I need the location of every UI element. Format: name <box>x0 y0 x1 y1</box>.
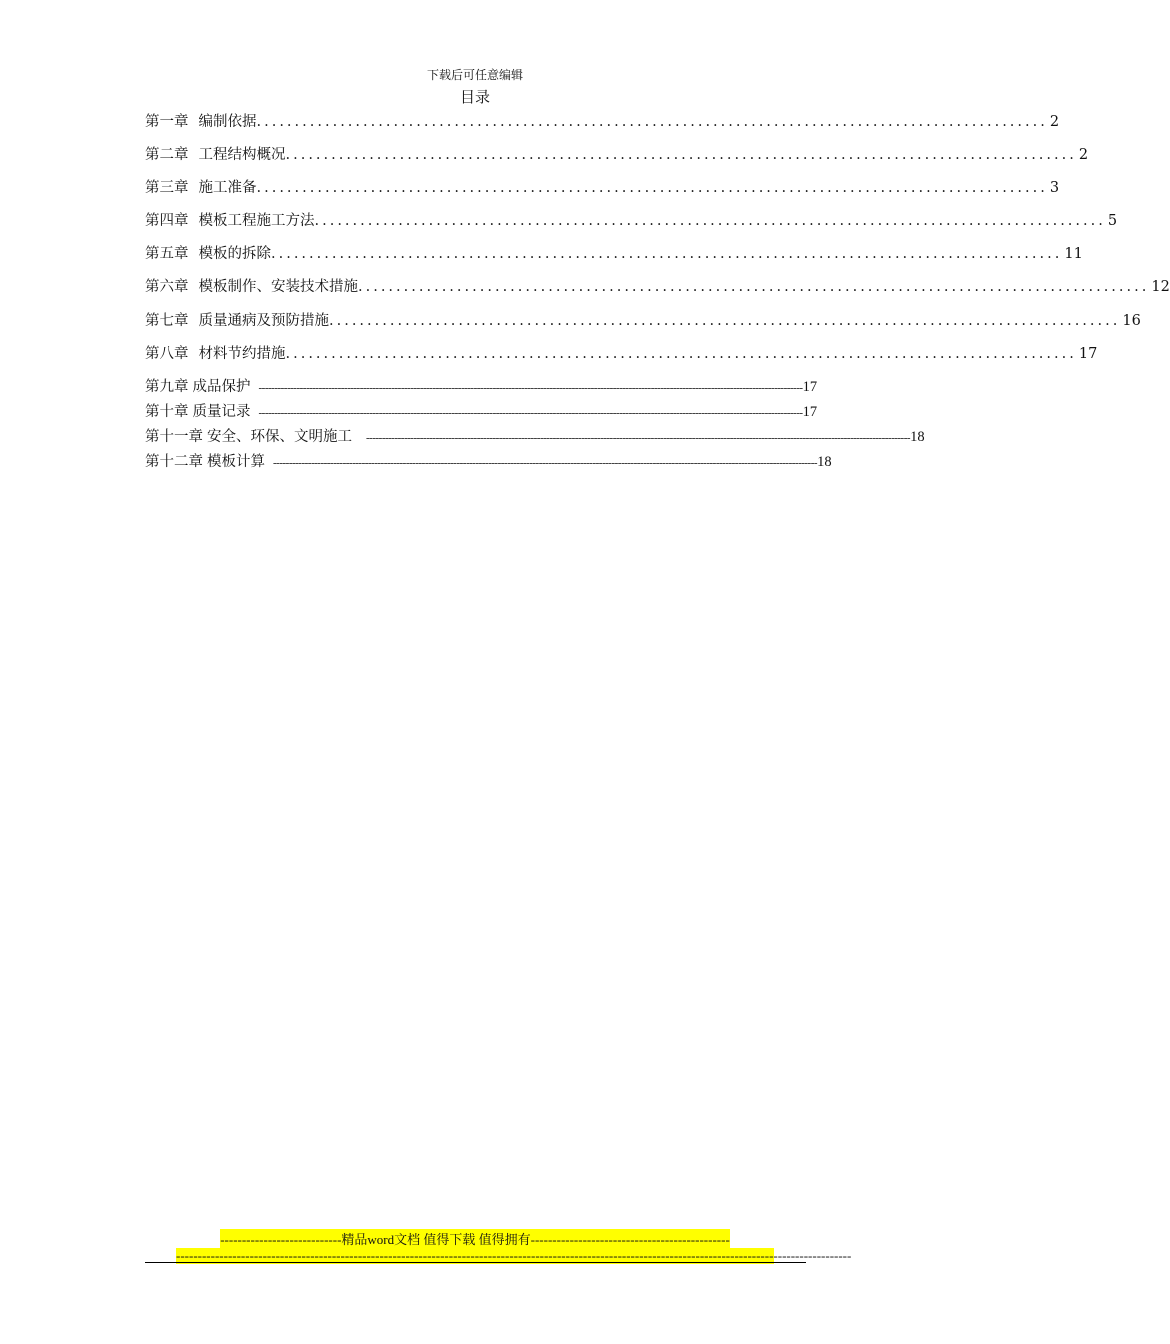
toc-page-number: 18 <box>817 454 832 470</box>
toc-chapter-number: 第八章 <box>145 346 189 362</box>
toc-chapter-number: 第十一章 <box>145 429 203 445</box>
toc-page-number: 2 <box>1049 114 1060 130</box>
toc-chapter-number: 第一章 <box>145 114 189 130</box>
toc-leader-dots: ........................................................................................................ <box>314 213 1106 229</box>
toc-entry-2[interactable] <box>145 143 1089 163</box>
toc-entry-7[interactable] <box>145 309 1141 329</box>
toc-leader-dots: ........................................................................................................ <box>256 114 1048 130</box>
toc-chapter-title: 施工准备 <box>198 180 257 196</box>
toc-chapter-number: 第七章 <box>145 313 189 329</box>
toc-page-number: 11 <box>1064 246 1083 262</box>
toc-entry-8[interactable] <box>145 342 1098 362</box>
toc-entry-9[interactable] <box>145 375 818 395</box>
toc-page-number: 17 <box>1078 346 1098 362</box>
toc-chapter-title: 模板的拆除 <box>198 246 271 262</box>
toc-entry-10[interactable] <box>145 400 818 420</box>
toc-entry-3[interactable] <box>145 176 1060 196</box>
toc-chapter-number: 第二章 <box>145 147 189 163</box>
toc-entry-1[interactable] <box>145 110 1060 130</box>
toc-leader-dashes: ---------------------------------------------------------------------------------------------------------------------------------------------------------------------------- <box>366 432 911 444</box>
toc-leader-dots: ........................................................................................................ <box>329 313 1121 329</box>
toc-page-number: 18 <box>910 429 925 445</box>
toc-chapter-number: 第三章 <box>145 180 189 196</box>
toc-chapter-number: 第六章 <box>145 279 189 295</box>
toc-chapter-number: 第十章 <box>145 404 189 420</box>
toc-chapter-title: 工程结构概况 <box>198 147 286 163</box>
toc-page-number: 3 <box>1049 180 1060 196</box>
toc-chapter-title: 材料节约措施 <box>198 346 286 362</box>
toc-leader-dashes: ---------------------------------------------------------------------------------------------------------------------------------------------------------------------------- <box>258 407 803 419</box>
header-note: 下载后可任意编辑 <box>426 68 523 82</box>
toc-chapter-number: 第十二章 <box>145 454 203 470</box>
toc-chapter-title: 成品保护 <box>192 379 251 395</box>
toc-leader-dots: ........................................................................................................ <box>285 346 1077 362</box>
toc-chapter-title: 编制依据 <box>198 114 257 130</box>
toc-entry-4[interactable] <box>145 209 1118 229</box>
toc-entry-6[interactable] <box>145 275 1170 295</box>
toc-chapter-title: 质量记录 <box>192 404 251 420</box>
toc-chapter-title: 模板制作、安装技术措施 <box>198 279 358 295</box>
toc-page-number: 17 <box>802 379 818 395</box>
footer-banner-text: ----------------------------精品word文档 值得下载 值得拥有---------------------------------------------- <box>220 1229 730 1248</box>
toc-leader-dots: ........................................................................................................ <box>358 279 1150 295</box>
toc-leader-dots: ........................................................................................................ <box>271 246 1063 262</box>
toc-chapter-title: 模板计算 <box>207 454 265 470</box>
toc-chapter-title: 安全、环保、文明施工 <box>207 429 352 445</box>
toc-leader-dashes: ---------------------------------------------------------------------------------------------------------------------------------------------------------------------------- <box>273 457 818 469</box>
toc-chapter-title: 质量通病及预防措施 <box>198 313 329 329</box>
toc-entry-12[interactable] <box>145 450 832 470</box>
toc-leader-dots: ........................................................................................................ <box>285 147 1077 163</box>
toc-chapter-number: 第九章 <box>145 379 189 395</box>
toc-chapter-number: 第四章 <box>145 213 189 229</box>
toc-page-number: 16 <box>1122 313 1141 329</box>
toc-entry-5[interactable] <box>145 242 1083 262</box>
toc-leader-dots: ........................................................................................................ <box>256 180 1048 196</box>
toc-page-number: 5 <box>1107 213 1118 229</box>
toc-page-number: 2 <box>1078 147 1089 163</box>
toc-chapter-title: 模板工程施工方法 <box>198 213 315 229</box>
footer-banner-dashes: ------------------------------------------------------------------------------------------------------------------------------------------------------------ <box>176 1248 852 1263</box>
toc-page-number: 17 <box>802 404 818 420</box>
toc-entry-11[interactable] <box>145 425 925 445</box>
footer-rule <box>145 1262 806 1263</box>
toc-chapter-number: 第五章 <box>145 246 189 262</box>
toc-title: 目录 <box>459 88 490 106</box>
toc-page-number: 12 <box>1151 279 1170 295</box>
toc-leader-dashes: ---------------------------------------------------------------------------------------------------------------------------------------------------------------------------- <box>258 382 803 394</box>
